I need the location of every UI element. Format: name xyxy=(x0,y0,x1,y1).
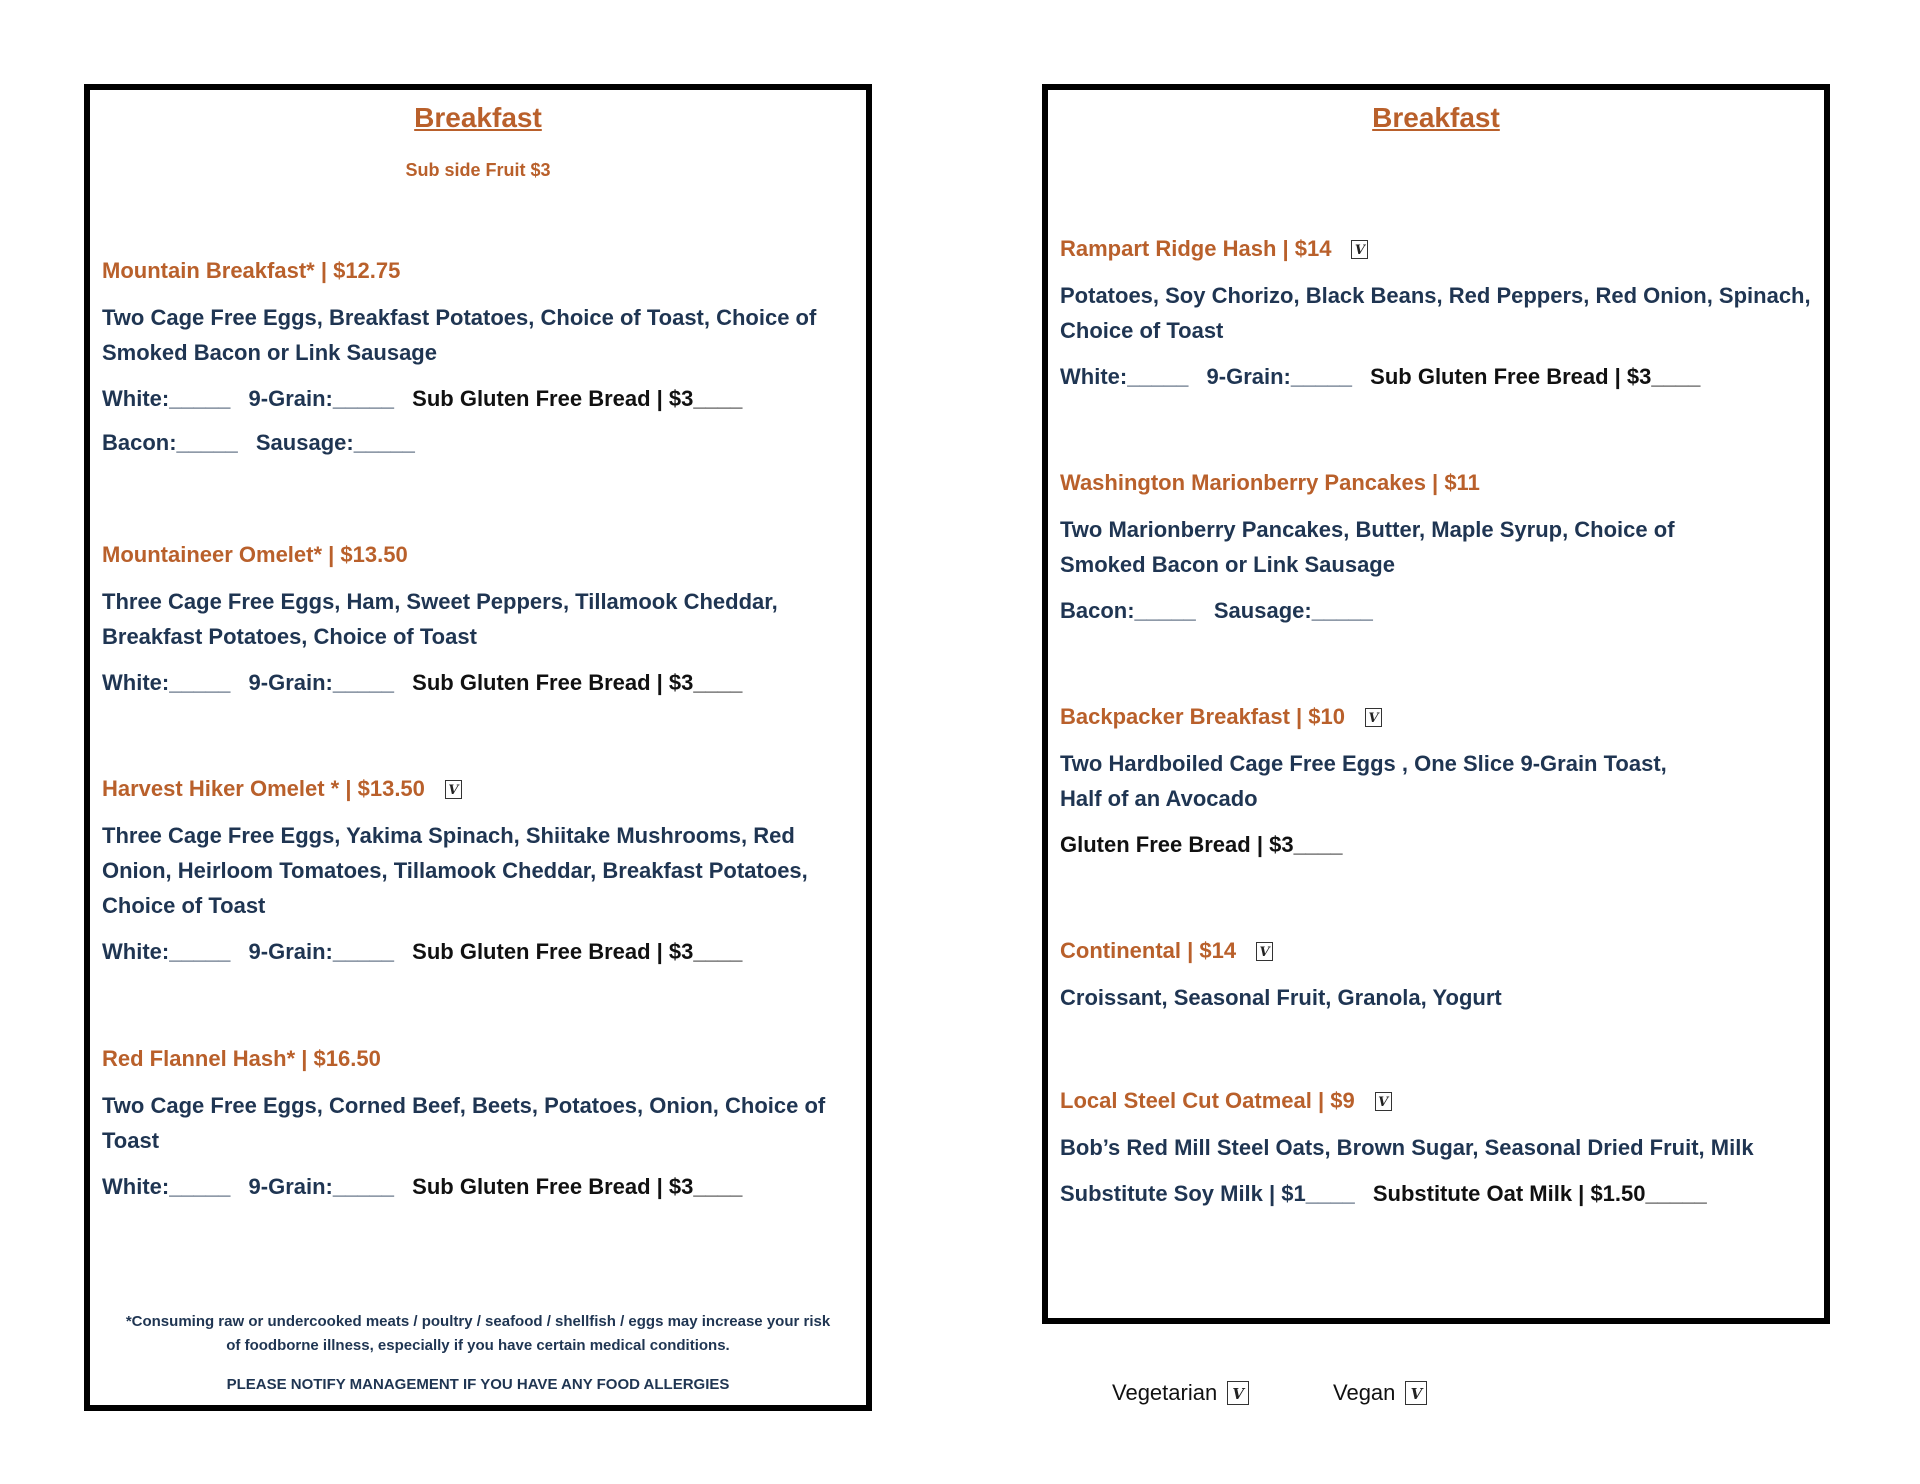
nine-grain-option[interactable]: 9-Grain:_____ xyxy=(248,670,395,695)
menu-item-description: Bob’s Red Mill Steel Oats, Brown Sugar, Seasonal Dried Fruit, Milk xyxy=(1060,1135,1754,1160)
gluten-free-option[interactable]: Sub Gluten Free Bread | $3____ xyxy=(412,1174,743,1199)
menu-item-description: Croissant, Seasonal Fruit, Granola, Yogurt xyxy=(1060,985,1502,1010)
menu-item-mountain-breakfast xyxy=(102,256,854,458)
vegan-legend xyxy=(1333,1380,1427,1406)
right-menu-panel xyxy=(1042,84,1830,1324)
menu-item-name: Mountaineer Omelet* | $13.50 xyxy=(102,542,408,567)
vegetarian-label: Vegetarian xyxy=(1112,1380,1218,1405)
menu-item-name: Harvest Hiker Omelet * | $13.50 xyxy=(102,776,425,801)
menu-item-head xyxy=(1060,936,1812,966)
menu-item-rampart-ridge-hash xyxy=(1060,234,1812,392)
menu-item-head xyxy=(1060,1086,1812,1116)
bread-options xyxy=(102,668,854,698)
menu-item-description: Two Hardboiled Cage Free Eggs , One Slice 9-Grain Toast, Half of an Avocado xyxy=(1060,751,1667,811)
menu-item-mountaineer-omelet xyxy=(102,540,854,698)
gluten-free-option[interactable]: Sub Gluten Free Bread | $3____ xyxy=(412,939,743,964)
vegetarian-icon: V xyxy=(1365,708,1382,727)
gluten-free-option[interactable]: Sub Gluten Free Bread | $3____ xyxy=(412,670,743,695)
menu-item-head xyxy=(1060,234,1812,264)
gluten-free-option[interactable]: Gluten Free Bread | $3____ xyxy=(1060,832,1343,857)
menu-item-name: Mountain Breakfast* | $12.75 xyxy=(102,258,401,283)
white-option[interactable]: White:_____ xyxy=(102,939,231,964)
menu-item-description: Two Cage Free Eggs, Corned Beef, Beets, Potatoes, Onion, Choice of Toast xyxy=(102,1093,826,1153)
menu-item-name: Local Steel Cut Oatmeal | $9 xyxy=(1060,1088,1355,1113)
vegetarian-icon: V xyxy=(445,780,462,799)
raw-food-disclaimer: *Consuming raw or undercooked meats / poultry / seafood / shellfish / eggs may increase your risk of foodborne illness, especially if you have certain medical conditions. xyxy=(125,1313,831,1354)
nine-grain-option[interactable]: 9-Grain:_____ xyxy=(248,1174,395,1199)
left-menu-subtitle: Sub side Fruit $3 xyxy=(405,160,551,180)
bread-options xyxy=(102,384,854,414)
vegetarian-icon: V xyxy=(1256,942,1273,961)
meat-options xyxy=(1060,596,1812,626)
white-option[interactable]: White:_____ xyxy=(1060,364,1189,389)
left-menu-title: Breakfast xyxy=(414,102,542,133)
milk-substitutes xyxy=(1060,1179,1812,1209)
soy-milk-option[interactable]: Substitute Soy Milk | $1____ xyxy=(1060,1181,1355,1206)
menu-item-continental xyxy=(1060,936,1812,1015)
sausage-option[interactable]: Sausage:_____ xyxy=(255,430,415,455)
menu-item-description: Potatoes, Soy Chorizo, Black Beans, Red Peppers, Red Onion, Spinach, Choice of Toast xyxy=(1060,283,1811,343)
meat-options xyxy=(102,428,854,458)
menu-item-steel-cut-oatmeal xyxy=(1060,1086,1812,1209)
white-option[interactable]: White:_____ xyxy=(102,670,231,695)
nine-grain-option[interactable]: 9-Grain:_____ xyxy=(248,939,395,964)
right-menu-title: Breakfast xyxy=(1372,102,1500,133)
menu-item-name: Continental | $14 xyxy=(1060,938,1237,963)
vegan-icon: V xyxy=(1405,1381,1427,1405)
menu-item-harvest-hiker-omelet xyxy=(102,774,854,967)
menu-item-name: Red Flannel Hash* | $16.50 xyxy=(102,1046,381,1071)
gluten-free-option[interactable]: Sub Gluten Free Bread | $3____ xyxy=(1370,364,1701,389)
menu-item-head xyxy=(1060,702,1812,732)
bread-options xyxy=(1060,362,1812,392)
vegetarian-icon: V xyxy=(1375,1092,1392,1111)
oat-milk-option[interactable]: Substitute Oat Milk | $1.50_____ xyxy=(1372,1181,1707,1206)
menu-item-name: Washington Marionberry Pancakes | $11 xyxy=(1060,470,1480,495)
white-option[interactable]: White:_____ xyxy=(102,386,231,411)
menu-item-name: Rampart Ridge Hash | $14 xyxy=(1060,236,1332,261)
bacon-option[interactable]: Bacon:_____ xyxy=(1060,598,1196,623)
menu-item-backpacker-breakfast xyxy=(1060,702,1812,860)
menu-item-marionberry-pancakes xyxy=(1060,468,1812,626)
white-option[interactable]: White:_____ xyxy=(102,1174,231,1199)
menu-item-head xyxy=(102,774,854,804)
allergy-notice: PLEASE NOTIFY MANAGEMENT IF YOU HAVE ANY FOOD ALLERGIES xyxy=(226,1376,730,1393)
menu-item-description: Two Marionberry Pancakes, Butter, Maple Syrup, Choice of Smoked Bacon or Link Sausage xyxy=(1060,517,1675,577)
vegan-label: Vegan xyxy=(1333,1380,1396,1405)
menu-item-name: Backpacker Breakfast | $10 xyxy=(1060,704,1346,729)
menu-item-description: Two Cage Free Eggs, Breakfast Potatoes, Choice of Toast, Choice of Smoked Bacon or Link Sausage xyxy=(102,305,817,365)
bread-options xyxy=(102,937,854,967)
vegetarian-legend xyxy=(1112,1380,1249,1406)
nine-grain-option[interactable]: 9-Grain:_____ xyxy=(1206,364,1353,389)
left-menu-panel xyxy=(84,84,872,1411)
nine-grain-option[interactable]: 9-Grain:_____ xyxy=(248,386,395,411)
vegan-icon: V xyxy=(1351,240,1368,259)
menu-item-description: Three Cage Free Eggs, Yakima Spinach, Shiitake Mushrooms, Red Onion, Heirloom Tomatoes, Tillamook Cheddar, Breakfast Potatoes, Choice of Toast xyxy=(102,823,808,918)
gluten-free-option[interactable]: Sub Gluten Free Bread | $3____ xyxy=(412,386,743,411)
bread-options xyxy=(102,1172,854,1202)
menu-item-red-flannel-hash xyxy=(102,1044,854,1202)
sausage-option[interactable]: Sausage:_____ xyxy=(1213,598,1373,623)
menu-item-description: Three Cage Free Eggs, Ham, Sweet Peppers, Tillamook Cheddar, Breakfast Potatoes, Choice of Toast xyxy=(102,589,778,649)
bacon-option[interactable]: Bacon:_____ xyxy=(102,430,238,455)
vegetarian-icon: V xyxy=(1227,1381,1249,1405)
